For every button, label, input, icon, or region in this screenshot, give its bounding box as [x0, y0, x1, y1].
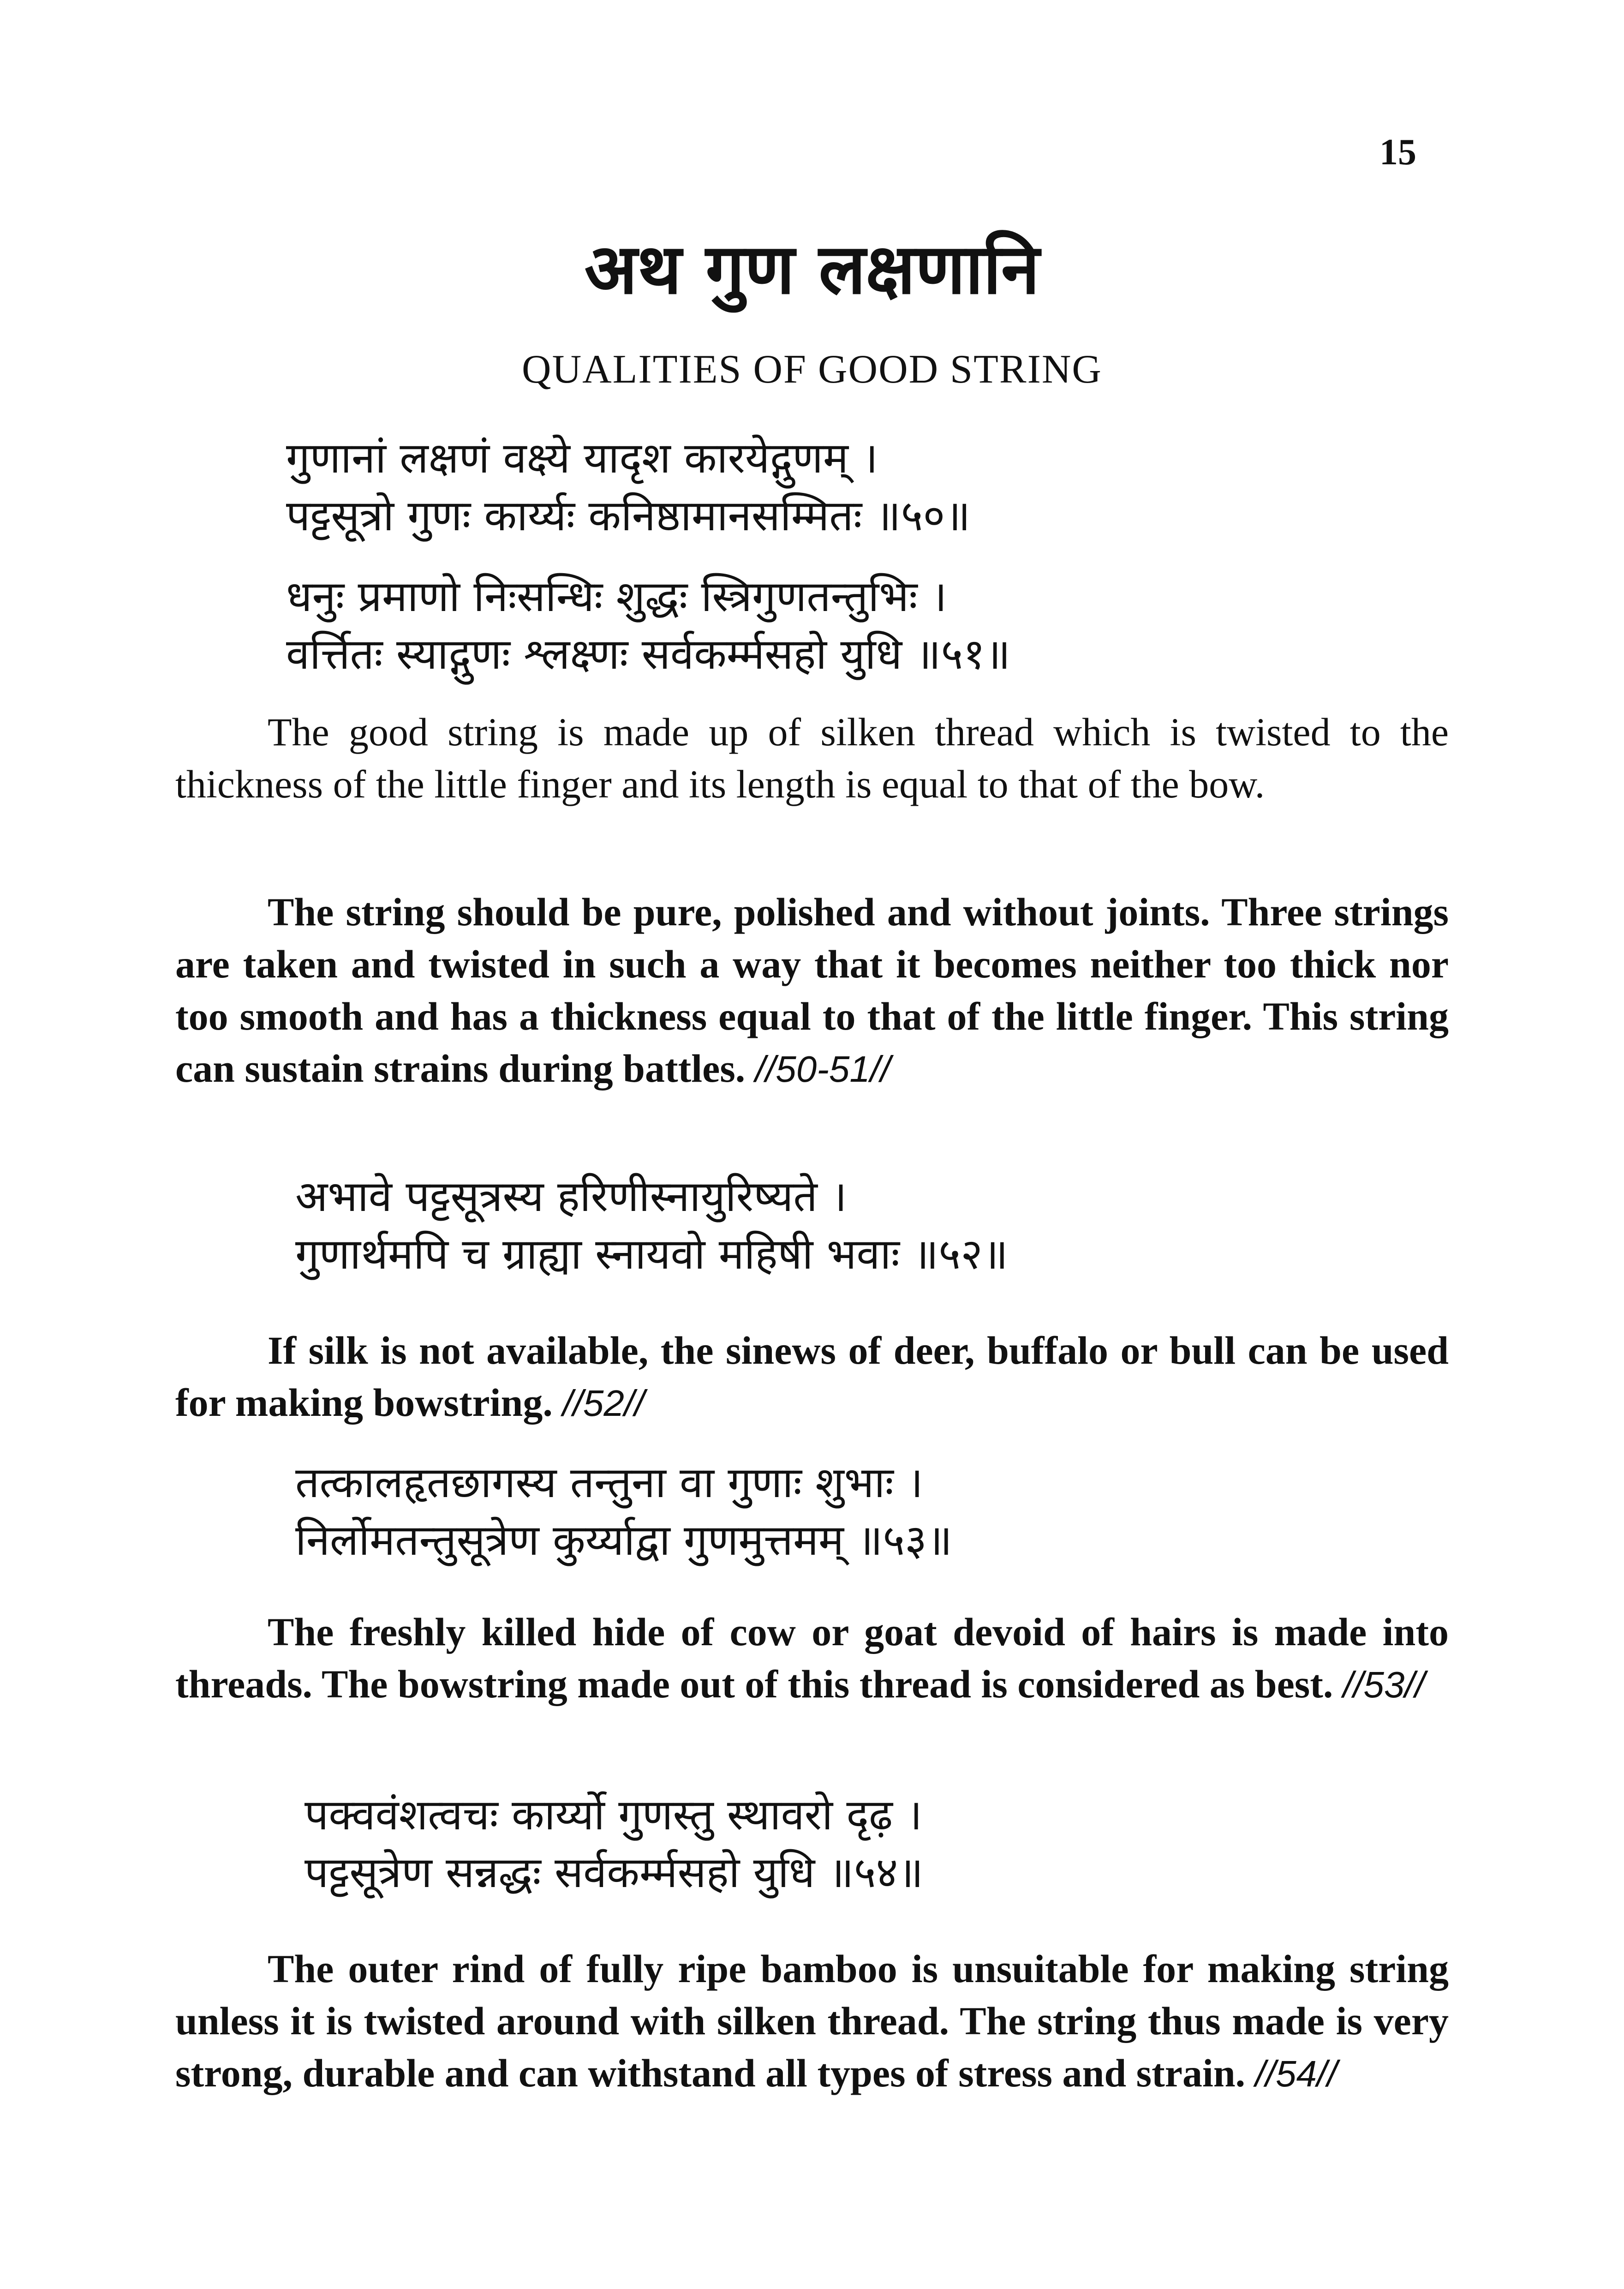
verse-line: गुणार्थमपि च ग्राह्या स्नायवो महिषी भवाः ॥५२॥: [295, 1229, 1009, 1279]
verse-line: धनुः प्रमाणो निःसन्धिः शुद्धः स्त्रिगुणतन्तुभिः ।: [286, 572, 947, 621]
paragraph-text: If silk is not available, the sinews of deer, buffalo or bull can be used for making bowstring.: [175, 1328, 1449, 1425]
paragraph-text: The freshly killed hide of cow or goat devoid of hairs is made into threads. The bowstring made out of this thread is considered as best.: [175, 1610, 1449, 1706]
chapter-title-sanskrit: अथ गुण लक्षणानि: [584, 229, 1040, 310]
verse-line: पक्ववंशत्वचः कार्य्यो गुणस्तु स्थावरो दृढ़ ।: [304, 1790, 923, 1840]
chapter-title-english: QUALITIES OF GOOD STRING: [522, 347, 1102, 392]
verse-line: पट्टसूत्रेण सन्नद्धः सर्वकर्म्मसहो युधि ॥५४॥: [304, 1848, 924, 1897]
verse-line: गुणानां लक्षणं वक्ष्ये यादृश कारयेद्गुणम् ।: [286, 433, 878, 483]
page-number: 15: [1379, 132, 1416, 173]
translation-paragraph-3: [175, 1324, 1449, 1429]
translation-paragraph-5: [175, 1943, 1449, 2100]
verse-reference: //53//: [1343, 1664, 1425, 1705]
verse-block-53: [295, 1454, 952, 1569]
paragraph-text: The good string is made up of silken thread which is twisted to the thickness of the little finger and its length is equal to that of the bow.: [175, 710, 1449, 806]
paragraph-text: The string should be pure, polished and without joints. Three strings are taken and twisted in such a way that it becomes neither too thick nor too smooth and has a thickness equal to that of the little finger. This string can sustain strains during battles.: [175, 890, 1449, 1091]
verse-line: निर्लोमतन्तुसूत्रेण कुर्य्याद्वा गुणमुत्तमम् ॥५३॥: [295, 1516, 953, 1565]
verse-block-51: [286, 568, 1010, 683]
verse-line: तत्कालहृतछागस्य तन्तुना वा गुणाः शुभाः ।: [295, 1458, 923, 1507]
verse-block-52: [295, 1168, 1008, 1283]
verse-block-54: [304, 1786, 924, 1901]
paragraph-text: The outer rind of fully ripe bamboo is unsuitable for making string unless it is twisted around with silken thread. The string thus made is very strong, durable and can withstand all types of stress and strain.: [175, 1947, 1449, 2095]
translation-paragraph-4: [175, 1606, 1449, 1711]
verse-line: अभावे पट्टसूत्रस्य हरिणीस्नायुरिष्यते ।: [295, 1172, 847, 1221]
verse-line: वर्त्तितः स्याद्गुणः श्लक्ष्णः सर्वकर्म्मसहो युधि ॥५१॥: [286, 629, 1011, 679]
verse-reference: //54//: [1255, 2053, 1337, 2094]
verse-reference: //52//: [562, 1383, 645, 1424]
translation-paragraph-2: [175, 886, 1449, 1095]
verse-block-50: [286, 429, 970, 545]
translation-paragraph-1: [175, 706, 1449, 810]
verse-line: पट्टसूत्रो गुणः कार्य्यः कनिष्ठामानसम्मितः ॥५०॥: [286, 491, 971, 540]
verse-reference: //50-51//: [755, 1049, 891, 1090]
